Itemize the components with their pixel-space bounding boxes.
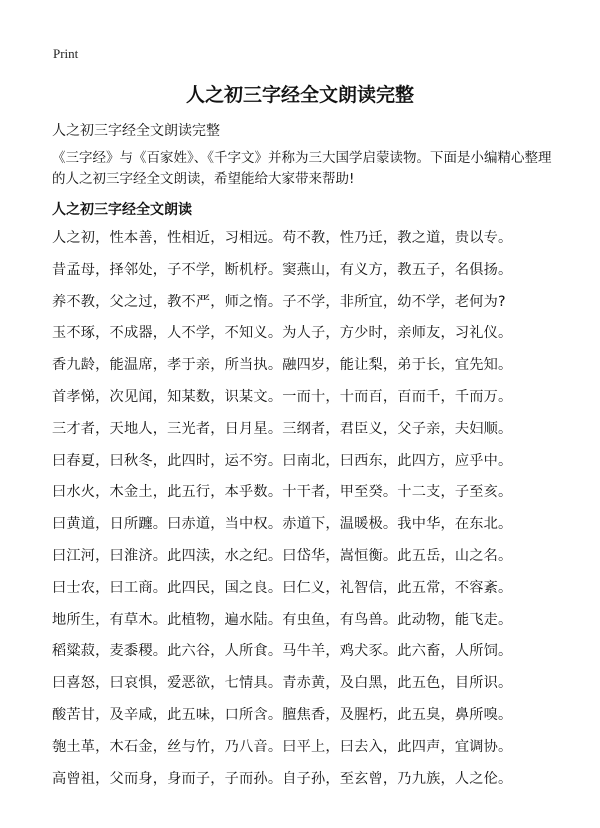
page-title: 人之初三字经全文朗读完整: [185, 84, 414, 106]
verse-line: 昔孟母，择邻处，子不学，断机杼。窦燕山，有义方，教五子，名俱扬。: [52, 261, 513, 278]
verse-line: 匏土革，木石金，丝与竹，乃八音。曰平上，曰去入，此四声，宜调协。: [52, 738, 513, 755]
verse-line: 高曾祖，父而身，身而子，子而孙。自子孙，至玄曾，乃九族，人之伦。: [52, 770, 513, 787]
page-subtitle: 人之初三字经全文朗读完整: [52, 123, 220, 139]
verse-list: [52, 227, 572, 799]
verse-line: 曰喜怒，曰哀惧，爱恶欲，七情具。青赤黄，及白黑，此五色，目所识。: [52, 675, 513, 692]
verse-line: 酸苦甘，及辛咸，此五味，口所含。膻焦香，及腥朽，此五臭，鼻所嗅。: [52, 706, 513, 723]
verse-line: 曰江河，曰淮济。此四渎，水之纪。曰岱华，嵩恒衡。此五岳，山之名。: [52, 547, 513, 564]
verse-line: 地所生，有草木。此植物，遍水陆。有虫鱼，有鸟兽。此动物，能飞走。: [52, 611, 513, 628]
print-link[interactable]: Print: [53, 46, 79, 61]
verse-line: 三才者，天地人，三光者，日月星。三纲者，君臣义，父子亲，夫妇顺。: [52, 420, 513, 437]
verse-line: 曰士农，曰工商。此四民，国之良。曰仁义，礼智信，此五常，不容紊。: [52, 579, 513, 596]
verse-line: 养不教，父之过，教不严，师之惰。子不学，非所宜，幼不学，老何为?: [52, 293, 506, 310]
verse-line: 首孝悌，次见闻，知某数，识某文。一而十，十而百，百而千，千而万。: [52, 388, 513, 405]
verse-line: 曰春夏，曰秋冬，此四时，运不穷。曰南北，曰西东，此四方，应乎中。: [52, 452, 513, 469]
verse-line: 曰黄道，日所躔。曰赤道，当中权。赤道下，温暖极。我中华，在东北。: [52, 516, 513, 533]
verse-line: 玉不琢，不成器，人不学，不知义。为人子，方少时，亲师友，习礼仪。: [52, 325, 513, 342]
verse-line: 人之初，性本善，性相近，习相远。苟不教，性乃迁，教之道，贵以专。: [52, 230, 513, 246]
section-heading: 人之初三字经全文朗读: [52, 202, 192, 218]
intro-paragraph: 《三字经》与《百家姓》、《千字文》并称为三大国学启蒙读物。下面是小编精心整理的人之初三字经全文朗读，希望能给大家带来帮助!: [52, 150, 552, 187]
verse-line: 香九龄，能温席，孝于亲，所当执。融四岁，能让梨，弟于长，宜先知。: [52, 357, 513, 374]
verse-line: 曰水火，木金土，此五行，本乎数。十干者，甲至癸。十二支，子至亥。: [52, 484, 513, 501]
verse-line: 稻粱菽，麦黍稷。此六谷，人所食。马牛羊，鸡犬豕。此六畜，人所饲。: [52, 643, 513, 660]
